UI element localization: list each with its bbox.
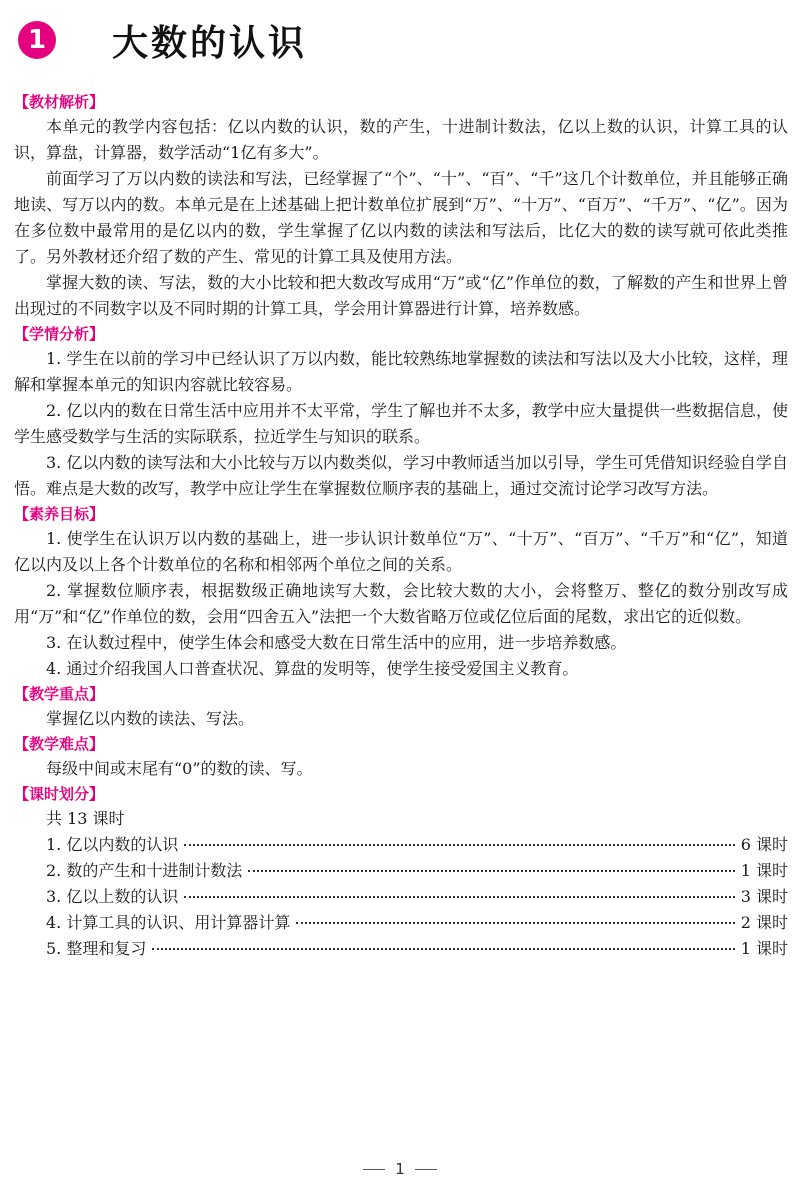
paragraph: 1. 使学生在认识万以内数的基础上，进一步认识计数单位“万”、“十万”、“百万”、“千万”和“亿”，知道亿以内及以上各个计数单位的名称和相邻两个单位之间的关系。 xyxy=(14,529,788,574)
paragraph: 2. 掌握数位顺序表，根据数级正确地读写大数，会比较大数的大小，会将整万、整亿的数分别改写成用“万”和“亿”作单位的数，会用“四舍五入”法把一个大数省略万位或亿位后面的尾数，求出它的近似数。 xyxy=(14,581,788,626)
section-heading-textbook-analysis: 【教材解析】 xyxy=(14,93,105,111)
section-heading-difficulties: 【教学难点】 xyxy=(14,735,105,753)
paragraph: 3. 亿以内数的读写法和大小比较与万以内数类似，学习中教师适当加以引导，学生可凭借知识经验自学自悟。难点是大数的改写，教学中应让学生在掌握数位顺序表的基础上，通过交流讨论学习改写方法。 xyxy=(14,453,788,498)
paragraph: 1. 学生在以前的学习中已经认识了万以内数，能比较熟练地掌握数的读法和写法以及大小比较，这样，理解和掌握本单元的知识内容就比较容易。 xyxy=(14,349,788,394)
paragraph: 本单元的教学内容包括：亿以内数的认识，数的产生，十进制计数法，亿以上数的认识，计算工具的认识，算盘，计算器，数学活动“1亿有多大”。 xyxy=(14,117,788,162)
leader-dots xyxy=(296,922,734,924)
section-heading-schedule: 【课时划分】 xyxy=(14,785,105,803)
footer-dash xyxy=(363,1169,385,1170)
leader-dots xyxy=(184,896,734,898)
schedule-hours: 6 课时 xyxy=(740,835,788,854)
schedule-label: 2. 数的产生和十进制计数法 xyxy=(46,861,243,880)
page-title: 大数的认识 xyxy=(112,22,308,64)
paragraph: 3. 在认数过程中，使学生体会和感受大数在日常生活中的应用，进一步培养数感。 xyxy=(46,633,627,652)
schedule-row xyxy=(14,884,788,910)
section-heading-literacy-goals: 【素养目标】 xyxy=(14,505,105,523)
paragraph: 2. 亿以内的数在日常生活中应用并不太平常，学生了解也并不太多，教学中应大量提供一些数据信息，使学生感受数学与生活的实际联系，拉近学生与知识的联系。 xyxy=(14,401,788,446)
schedule-hours: 1 课时 xyxy=(740,861,788,880)
schedule-total: 共 13 课时 xyxy=(46,809,125,828)
leader-dots xyxy=(152,948,734,950)
schedule-label: 1. 亿以内数的认识 xyxy=(46,835,179,854)
unit-header xyxy=(18,14,307,66)
content-body xyxy=(14,90,788,962)
schedule-label: 3. 亿以上数的认识 xyxy=(46,887,179,906)
schedule-hours: 1 课时 xyxy=(740,939,788,958)
leader-dots xyxy=(184,844,734,846)
page-number: 1 xyxy=(395,1160,405,1178)
paragraph: 掌握大数的读、写法，数的大小比较和把大数改写成用“万”或“亿”作单位的数，了解数的产生和世界上曾出现过的不同数字以及不同时期的计算工具，学会用计算器进行计算，培养数感。 xyxy=(14,273,788,318)
schedule-hours: 2 课时 xyxy=(740,913,788,932)
footer-dash xyxy=(415,1169,437,1170)
paragraph: 每级中间或末尾有“0”的数的读、写。 xyxy=(46,759,313,778)
schedule-hours: 3 课时 xyxy=(740,887,788,906)
unit-number-badge: 1 xyxy=(18,21,56,59)
paragraph: 前面学习了万以内数的读法和写法，已经掌握了“个”、“十”、“百”、“千”这几个计数单位，并且能够正确地读、写万以内的数。本单元是在上述基础上把计数单位扩展到“万”、“十万”、“百万”、“千万”、“亿”。因为在多位数中最常用的是亿以内的数，学生掌握了亿以内数的读法和写法后，比亿大的数的读写就可依此类推了。另外教材还介绍了数的产生、常见的计算工具及使用方法。 xyxy=(14,169,788,266)
schedule-label: 4. 计算工具的认识、用计算器计算 xyxy=(46,913,291,932)
leader-dots xyxy=(248,870,734,872)
paragraph: 掌握亿以内数的读法、写法。 xyxy=(46,709,255,728)
section-heading-key-points: 【教学重点】 xyxy=(14,685,105,703)
schedule-row xyxy=(14,832,788,858)
schedule-row xyxy=(14,936,788,962)
page-footer xyxy=(0,1160,800,1178)
section-heading-student-analysis: 【学情分析】 xyxy=(14,325,105,343)
schedule-row xyxy=(14,910,788,936)
paragraph: 4. 通过介绍我国人口普查状况、算盘的发明等，使学生接受爱国主义教育。 xyxy=(46,659,579,678)
schedule-label: 5. 整理和复习 xyxy=(46,939,147,958)
schedule-row xyxy=(14,858,788,884)
